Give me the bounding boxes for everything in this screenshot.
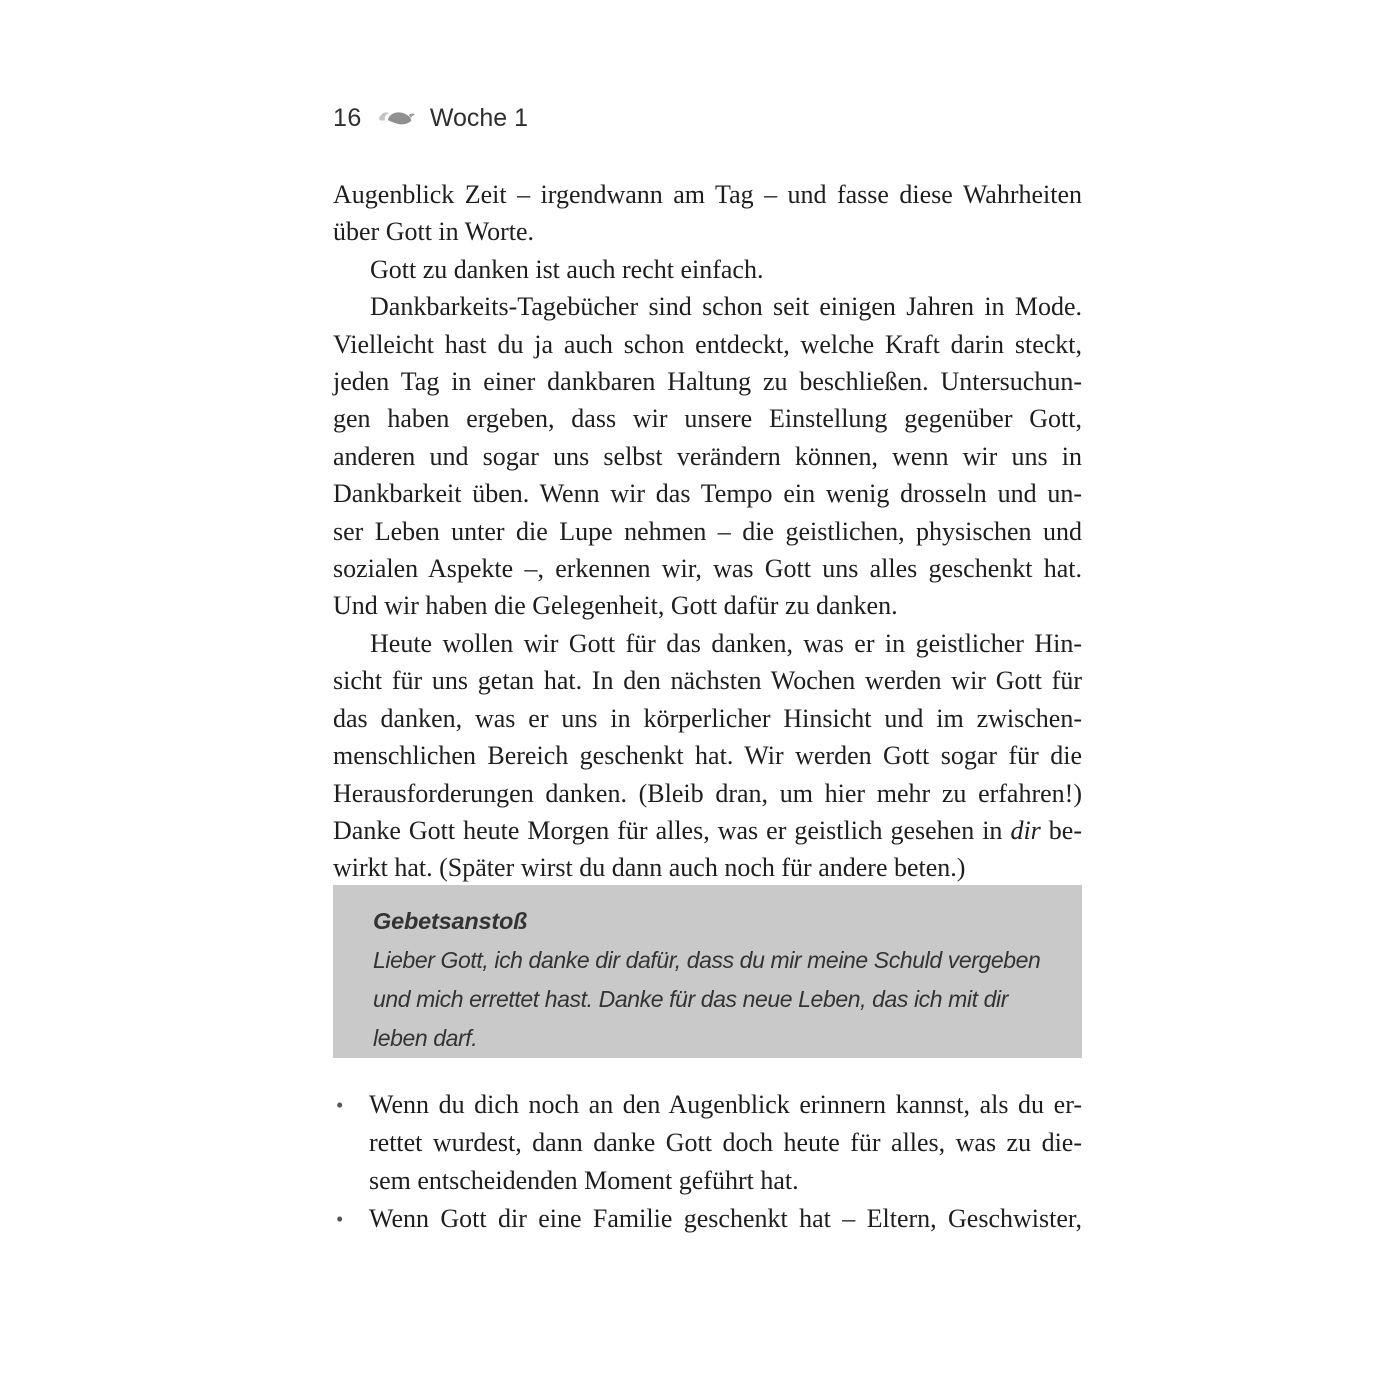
text-line: über Gott in Worte. (333, 217, 535, 247)
page-number: 16 (333, 103, 362, 132)
text-line: menschlichen Bereich geschenkt hat. Wir werden Gott sogar für die (333, 741, 1082, 771)
prayer-box-text (373, 941, 1042, 1058)
section-title: Woche 1 (429, 103, 529, 132)
text-line: anderen und sogar uns selbst verändern können, wenn wir uns in (333, 441, 1082, 471)
ornament-icon (376, 107, 416, 129)
prayer-box-title: Gebetsanstoß (373, 908, 528, 934)
text-line: Herausforderungen danken. (Bleib dran, um hier mehr zu erfahren!) (333, 778, 1082, 808)
bullet-text (369, 1200, 1082, 1238)
text-line: ser Leben unter die Lupe nehmen – die geistlichen, physischen und (333, 516, 1082, 546)
text-line: gen haben ergeben, dass wir unsere Einstellung gegenüber Gott, (333, 404, 1082, 434)
bullet-icon: • (336, 1093, 344, 1117)
prayer-line: leben darf. (373, 1025, 478, 1051)
prayer-line: Lieber Gott, ich danke dir dafür, dass du mir meine Schuld vergeben (373, 947, 1041, 973)
prayer-box (333, 885, 1082, 1058)
text-line: rettet wurdest, dann danke Gott doch heute für alles, was zu die- (369, 1128, 1082, 1157)
text-line: sozialen Aspekte –, erkennen wir, was Gott uns alles geschenkt hat. (333, 554, 1082, 584)
page-header (333, 102, 528, 134)
text-line: Dankbarkeit üben. Wenn wir das Tempo ein wenig drosseln und un- (333, 479, 1082, 509)
bullet-list (333, 1086, 1082, 1238)
bullet-icon: • (336, 1207, 344, 1231)
text-line: jeden Tag in einer dankbaren Haltung zu beschließen. Untersuchun- (333, 367, 1082, 397)
list-item (333, 1086, 1082, 1200)
text-line: Wenn Gott dir eine Familie geschenkt hat – Eltern, Geschwister, (369, 1204, 1082, 1233)
bullet-text (369, 1086, 1082, 1200)
text-line: sem entscheidenden Moment geführt hat. (369, 1166, 799, 1195)
prayer-line: und mich errettet hast. Danke für das neue Leben, das ich mit dir (373, 986, 1008, 1012)
text-line: Heute wollen wir Gott für das danken, was er in geistlicher Hin- (370, 628, 1082, 658)
list-item (333, 1200, 1082, 1238)
text-line: Danke Gott heute Morgen für alles, was er geistlich gesehen in dir be- (333, 815, 1082, 845)
text-line: Gott zu danken ist auch recht einfach. (370, 254, 764, 284)
text-line: Wenn du dich noch an den Augenblick erinnern kannst, als du er- (369, 1090, 1082, 1119)
body-text (333, 176, 1082, 887)
text-line: Und wir haben die Gelegenheit, Gott dafür zu danken. (333, 591, 898, 621)
text-line: sicht für uns getan hat. In den nächsten Wochen werden wir Gott für (333, 666, 1082, 696)
text-line: das danken, was er uns in körperlicher Hinsicht und im zwischen- (333, 703, 1082, 733)
text-line: Vielleicht hast du ja auch schon entdeckt, welche Kraft darin steckt, (333, 329, 1082, 359)
text-line: Dankbarkeits-Tagebücher sind schon seit einigen Jahren in Mode. (370, 292, 1082, 322)
text-line: wirkt hat. (Später wirst du dann auch noch für andere beten.) (333, 853, 966, 883)
text-line: Augenblick Zeit – irgendwann am Tag – und fasse diese Wahrheiten (333, 180, 1082, 209)
